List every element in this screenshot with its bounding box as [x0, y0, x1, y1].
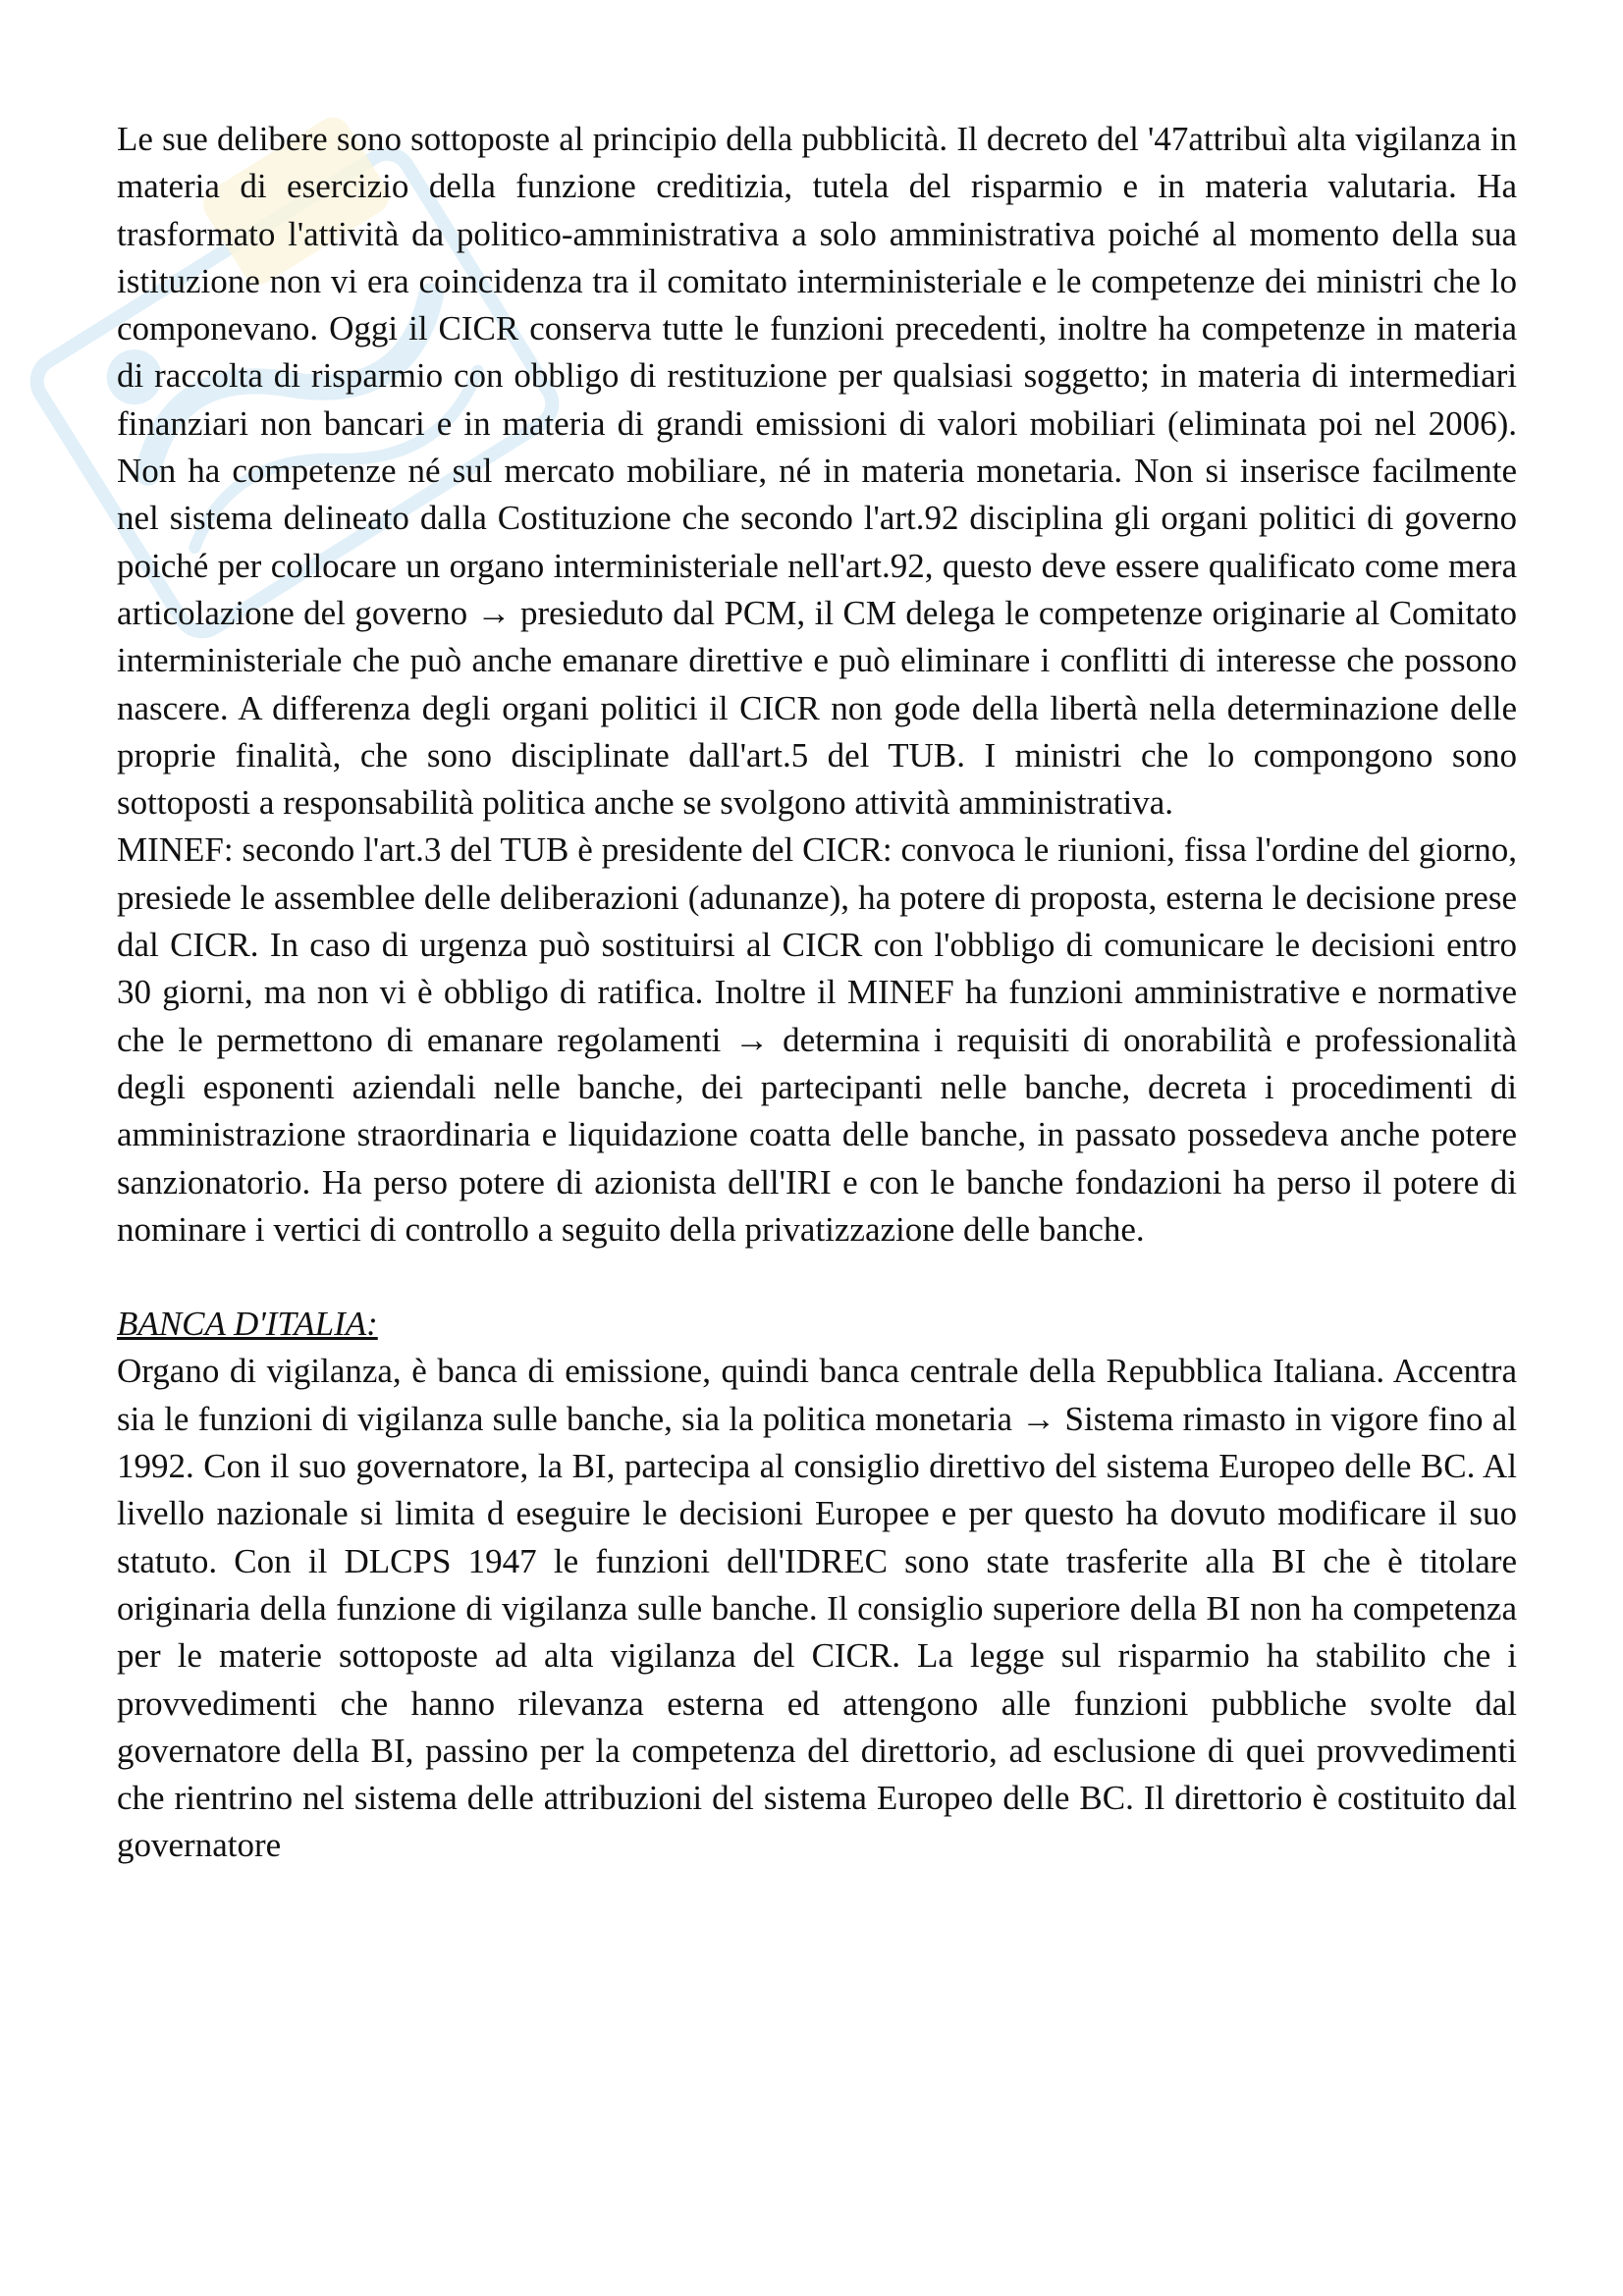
document-body	[117, 116, 1517, 1870]
paragraph-spacer	[117, 1254, 1517, 1301]
section-heading-banca-italia: BANCA D'ITALIA:	[117, 1305, 378, 1344]
paragraph-banca-italia: Organo di vigilanza, è banca di emissione, quindi banca centrale della Repubblica Italiana. Accentra sia le funzioni di vigilanza sulle banche, sia la politica monetaria → Sistema rimasto in vigore fino al 1992. Con il suo governatore, la BI, partecipa al consiglio direttivo del sistema Europeo delle BC. Al livello nazionale si limita d eseguire le decisioni Europee e per questo ha dovuto modificare il suo statuto. Con il DLCPS 1947 le funzioni dell'IDREC sono state trasferite alla BI che è titolare originaria della funzione di vigilanza sulle banche. Il consiglio superiore della BI non ha competenza per le materie sottoposte ad alta vigilanza del CICR. La legge sul risparmio ha stabilito che i provvedimenti che hanno rilevanza esterna ed attengono alle funzioni pubbliche svolte dal governatore della BI, passino per la competenza del direttorio, ad esclusione di quei provvedimenti che rientrino nel sistema delle attribuzioni del sistema Europeo delle BC. Il direttorio è costituito dal governatore	[117, 1352, 1517, 1865]
paragraph-cicr: Le sue delibere sono sottoposte al principio della pubblicità. Il decreto del '47attribuì alta vigilanza in materia di esercizio della funzione creditizia, tutela del risparmio e in materia valutaria. Ha trasformato l'attività da politico-amministrativa a solo amministrativa poiché al momento della sua istituzione non vi era coincidenza tra il comitato interministeriale e le competenze dei ministri che lo componevano. Oggi il CICR conserva tutte le funzioni precedenti, inoltre ha competenze in materia di raccolta di risparmio con obbligo di restituzione per qualsiasi soggetto; in materia di intermediari finanziari non bancari e in materia di grandi emissioni di valori mobiliari (eliminata poi nel 2006). Non ha competenze né sul mercato mobiliare, né in materia monetaria. Non si inserisce facilmente nel sistema delineato dalla Costituzione che secondo l'art.92 disciplina gli organi politici di governo poiché per collocare un organo interministeriale nell'art.92, questo deve essere qualificato come mera articolazione del governo → presieduto dal PCM, il CM delega le competenze originarie al Comitato interministeriale che può anche emanare direttive e può eliminare i conflitti di interesse che possono nascere. A differenza degli organi politici il CICR non gode della libertà nella determinazione delle proprie finalità, che sono disciplinate dall'art.5 del TUB. I ministri che lo compongono sono sottoposti a responsabilità politica anche se svolgono attività amministrativa.	[117, 120, 1517, 823]
paragraph-minef: MINEF: secondo l'art.3 del TUB è presidente del CICR: convoca le riunioni, fissa l'ordine del giorno, presiede le assemblee delle deliberazioni (adunanze), ha potere di proposta, esterna le decisione prese dal CICR. In caso di urgenza può sostituirsi al CICR con l'obbligo di comunicare le decisioni entro 30 giorni, ma non vi è obbligo di ratifica. Inoltre il MINEF ha funzioni amministrative e normative che le permettono di emanare regolamenti → determina i requisiti di onorabilità e professionalità degli esponenti aziendali nelle banche, dei partecipanti nelle banche, decreta i procedimenti di amministrazione straordinaria e liquidazione coatta delle banche, in passato possedeva anche potere sanzionatorio. Ha perso potere di azionista dell'IRI e con le banche fondazioni ha perso il potere di nominare i vertici di controllo a seguito della privatizzazione delle banche.	[117, 830, 1517, 1249]
